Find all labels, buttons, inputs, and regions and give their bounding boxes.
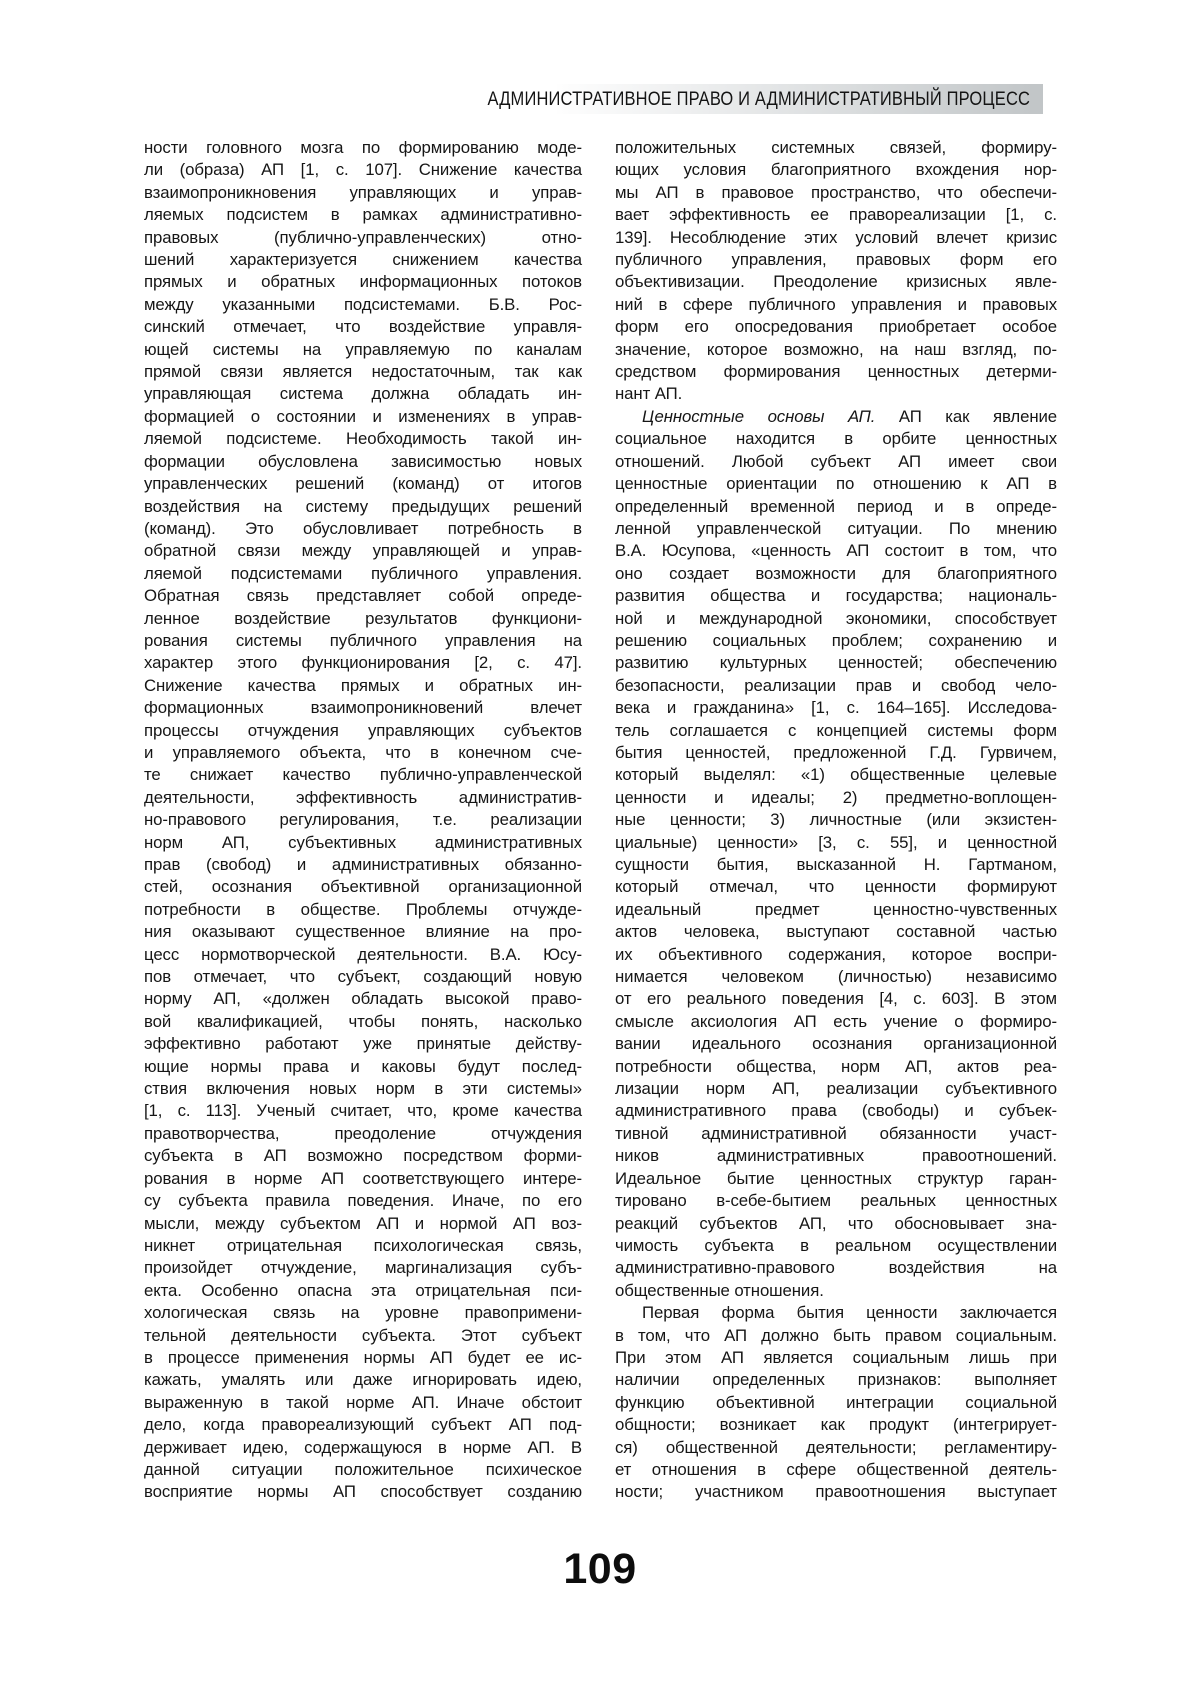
text-line: синский отмечает, что воздействие управля- xyxy=(144,317,582,337)
text-line: никнет отрицательная психологическая связь, xyxy=(144,1235,582,1255)
text-line: века и гражданина» [1, с. 164–165]. Исследова- xyxy=(615,698,1057,718)
text-line: восприятие нормы АП способствует созданию xyxy=(144,1482,582,1502)
text-line: идеальный предмет ценностно-чувственных xyxy=(615,899,1057,919)
text-line: решению социальных проблем; сохранению и xyxy=(615,630,1057,650)
text-line: ности головного мозга по формированию моде- xyxy=(144,138,582,157)
text-line: прав (свобод) и административных обязанно- xyxy=(144,855,582,874)
text-line: выраженную в такой норме АП. Иначе обстоит xyxy=(144,1392,582,1412)
text-line: ные ценности; 3) личностные (или экзистен- xyxy=(615,810,1057,830)
text-line: Обратная связь представляет собой опреде- xyxy=(144,586,582,606)
text-line: форм его опосредования приобретает особое xyxy=(615,317,1057,337)
text-line: деятельности, эффективность административ- xyxy=(144,787,582,807)
text-line: управляющая система должна обладать ин- xyxy=(144,384,582,404)
text-line: держивает идею, содержащуюся в норме АП. В xyxy=(144,1437,582,1457)
text-line: безопасности, реализации прав и свобод чело- xyxy=(615,675,1057,695)
text-line: вает эффективность ее правореализации [1, с. xyxy=(615,205,1057,225)
text-line: ленной управленческой ситуации. По мнению xyxy=(615,518,1057,538)
text-line: от его реального поведения [4, с. 603]. В этом xyxy=(615,989,1057,1009)
text-line: объективизации. Преодоление кризисных явле- xyxy=(615,272,1057,292)
text-line: воздействия на систему предыдущих решений xyxy=(144,496,582,516)
text-line: норму АП, «должен обладать высокой право- xyxy=(144,989,582,1009)
text-line: тель соглашается с концепцией системы форм xyxy=(615,720,1057,740)
text-line: вой квалификацией, чтобы понять, насколько xyxy=(144,1011,582,1031)
text-line: формации обусловлена зависимостью новых xyxy=(144,451,582,471)
text-line: ляемой подсистеме. Необходимость такой ин- xyxy=(144,429,582,449)
text-line: актов человека, выступают составной частью xyxy=(615,922,1057,942)
text-line: вании идеального осознания организационной xyxy=(615,1034,1057,1054)
page-number: 109 xyxy=(563,1545,637,1593)
text-line: который отмечал, что ценности формируют xyxy=(615,877,1057,897)
text-line: значение, которое возможно, на наш взгляд, по- xyxy=(615,339,1057,359)
text-line: Снижение качества прямых и обратных ин- xyxy=(144,675,582,695)
text-line: В.А. Юсупова, «ценность АП состоит в том, что xyxy=(615,541,1057,561)
text-column-left xyxy=(144,137,582,1504)
text-line: тировано в-себе-бытием реальных ценностных xyxy=(615,1191,1057,1211)
text-line: прямых и обратных информационных потоков xyxy=(144,272,582,292)
text-line: сущности бытия, высказанной Н. Гартманом, xyxy=(615,855,1057,874)
text-line: смысле аксиология АП есть учение о формиро- xyxy=(615,1011,1057,1031)
text-line: рования в норме АП соответствующего интере- xyxy=(144,1168,582,1188)
text-line: те снижает качество публично-управленческой xyxy=(144,765,582,785)
text-line: Ценностные основы АП. АП как явление xyxy=(642,406,1057,426)
text-line: определенный временной период и в опреде- xyxy=(615,496,1057,516)
text-line: мы АП в правовое пространство, что обеспечи- xyxy=(615,182,1057,202)
text-line: наличии определенных признаков: выполняет xyxy=(615,1370,1057,1390)
text-line: произойдет отчуждение, маргинализация субъ- xyxy=(144,1258,582,1278)
text-line: в процессе применения нормы АП будет ее ис- xyxy=(144,1347,582,1367)
text-line: но-правового регулирования, т.е. реализации xyxy=(144,810,582,830)
text-line: [1, с. 113]. Ученый считает, что, кроме качества xyxy=(144,1101,582,1121)
text-line: средством формирования ценностных детерми- xyxy=(615,362,1057,382)
text-line: ствия включения новых норм в эти системы» xyxy=(144,1079,582,1099)
text-line: ности; участником правоотношения выступает xyxy=(615,1482,1057,1502)
text-line: чимость субъекта в реальном осуществлении xyxy=(615,1235,1057,1255)
text-line: обратной связи между управляющей и управ- xyxy=(144,541,582,561)
text-line: хологическая связь на уровне правопримени- xyxy=(144,1303,582,1323)
text-line: оно создает возможности для благоприятного xyxy=(615,563,1057,583)
text-line: ющих условия благоприятного вхождения нор- xyxy=(615,160,1057,180)
text-line: тивной административной обязанности участ- xyxy=(615,1123,1057,1143)
text-line: формацией о состоянии и изменениях в управ- xyxy=(144,406,582,426)
text-line: су субъекта правила поведения. Иначе, по его xyxy=(144,1191,582,1211)
text-line: правотворчества, преодоление отчуждения xyxy=(144,1123,582,1143)
text-line: развития общества и государства; националь- xyxy=(615,586,1057,606)
text-line: данной ситуации положительное психическое xyxy=(144,1459,582,1479)
text-line: в том, что АП должно быть правом социальным. xyxy=(615,1325,1057,1345)
text-line: общности; возникает как продукт (интегрирует- xyxy=(615,1415,1057,1435)
text-line: ценности и идеалы; 2) предметно-воплощен- xyxy=(615,787,1057,807)
text-line: лизации норм АП, реализации субъективного xyxy=(615,1079,1057,1099)
text-line: публичного управления, правовых форм его xyxy=(615,250,1057,270)
text-line: который выделял: «1) общественные целевые xyxy=(615,765,1057,785)
text-line: ся) общественной деятельности; регламентиру- xyxy=(615,1437,1057,1457)
text-line: кажать, умалять или даже игнорировать идею, xyxy=(144,1370,582,1390)
text-line: ет отношения в сфере общественной деятель- xyxy=(615,1459,1057,1479)
text-line: развитию культурных ценностей; обеспечению xyxy=(615,653,1057,673)
text-line: характер этого функционирования [2, с. 47]. xyxy=(144,653,582,673)
text-line: потребности общества, норм АП, актов реа- xyxy=(615,1056,1057,1076)
text-line: ленное воздействие результатов функциони- xyxy=(144,608,582,628)
text-line: шений характеризуется снижением качества xyxy=(144,250,582,270)
text-line: административного права (свободы) и субъек- xyxy=(615,1101,1057,1121)
text-line: бытия ценностей, предложенной Г.Д. Гурвичем, xyxy=(615,742,1057,762)
text-line: ли (образа) АП [1, с. 107]. Снижение качества xyxy=(144,160,582,180)
text-line: цесс нормотворческой деятельности. В.А. Юсу- xyxy=(144,944,582,964)
text-line: Идеальное бытие ценностных структур гаран- xyxy=(615,1168,1057,1188)
text-line: функцию объективной интеграции социальной xyxy=(615,1392,1057,1412)
section-header-title: АДМИНИСТРАТИВНОЕ ПРАВО И АДМИНИСТРАТИВНЫЙ ПРОЦЕСС xyxy=(487,88,1030,110)
text-line: формационных взаимопроникновений влечет xyxy=(144,698,582,718)
text-line: 139]. Несоблюдение этих условий влечет кризис xyxy=(615,227,1057,247)
text-line: рования системы публичного управления на xyxy=(144,630,582,650)
text-line: отношений. Любой субъект АП имеет свои xyxy=(615,451,1057,471)
text-line: правовых (публично-управленческих) отно- xyxy=(144,227,582,247)
text-line: стей, осознания объективной организационной xyxy=(144,877,582,897)
text-line: субъекта в АП возможно посредством форми- xyxy=(144,1146,582,1166)
text-line: ющие нормы права и каковы будут послед- xyxy=(144,1056,582,1076)
text-line: ния оказывают существенное влияние на про- xyxy=(144,922,582,942)
text-line: Первая форма бытия ценности заключается xyxy=(642,1303,1057,1323)
text-line: их объективного содержания, которое воспри- xyxy=(615,944,1057,964)
text-line: тельной деятельности субъекта. Этот субъект xyxy=(144,1325,582,1345)
text-line: ний в сфере публичного управления и правовых xyxy=(615,294,1057,314)
text-line: социальное находится в орбите ценностных xyxy=(615,429,1057,449)
text-line: екта. Особенно опасна эта отрицательная пси- xyxy=(144,1280,582,1300)
text-line: и управляемого объекта, что в конечном сче- xyxy=(144,742,582,762)
text-line: административно-правового воздействия на xyxy=(615,1258,1057,1278)
text-line: взаимопроникновения управляющих и управ- xyxy=(144,182,582,202)
text-line: ников административных правоотношений. xyxy=(615,1146,1057,1166)
text-line: между указанными подсистемами. Б.В. Рос- xyxy=(144,294,582,314)
text-column-right xyxy=(615,137,1057,1504)
text-line: ющей системы на управляемую по каналам xyxy=(144,339,582,359)
text-line: нант АП. xyxy=(615,384,683,404)
text-line: нимается человеком (личностью) независимо xyxy=(615,967,1057,987)
text-line: ной и международной экономики, способствует xyxy=(615,608,1057,628)
text-line: управленческих решений (команд) от итогов xyxy=(144,474,582,494)
text-line: общественные отношения. xyxy=(615,1280,824,1300)
text-line: эффективно работают уже принятые действу- xyxy=(144,1034,582,1054)
text-line: ляемой подсистемами публичного управления. xyxy=(144,563,582,583)
text-line: ценностные ориентации по отношению к АП в xyxy=(615,474,1057,494)
text-line: (команд). Это обусловливает потребность в xyxy=(144,518,582,538)
text-line: ляемых подсистем в рамках административно- xyxy=(144,205,582,225)
text-line: реакций субъектов АП, что обосновывает зна- xyxy=(615,1213,1057,1233)
text-line: циальные) ценности» [3, с. 55], и ценностной xyxy=(615,832,1057,852)
text-line: При этом АП является социальным лишь при xyxy=(615,1347,1057,1367)
text-line: дело, когда правореализующий субъект АП под- xyxy=(144,1415,582,1435)
text-line: пов отмечает, что субъект, создающий новую xyxy=(144,967,582,987)
text-line: положительных системных связей, формиру- xyxy=(615,138,1057,157)
text-line: мысли, между субъектом АП и нормой АП воз- xyxy=(144,1213,582,1233)
text-line: норм АП, субъективных административных xyxy=(144,832,582,852)
text-line: прямой связи является недостаточным, так как xyxy=(144,362,582,382)
text-line: потребности в обществе. Проблемы отчужде- xyxy=(144,899,582,919)
text-line: процессы отчуждения управляющих субъектов xyxy=(144,720,582,740)
